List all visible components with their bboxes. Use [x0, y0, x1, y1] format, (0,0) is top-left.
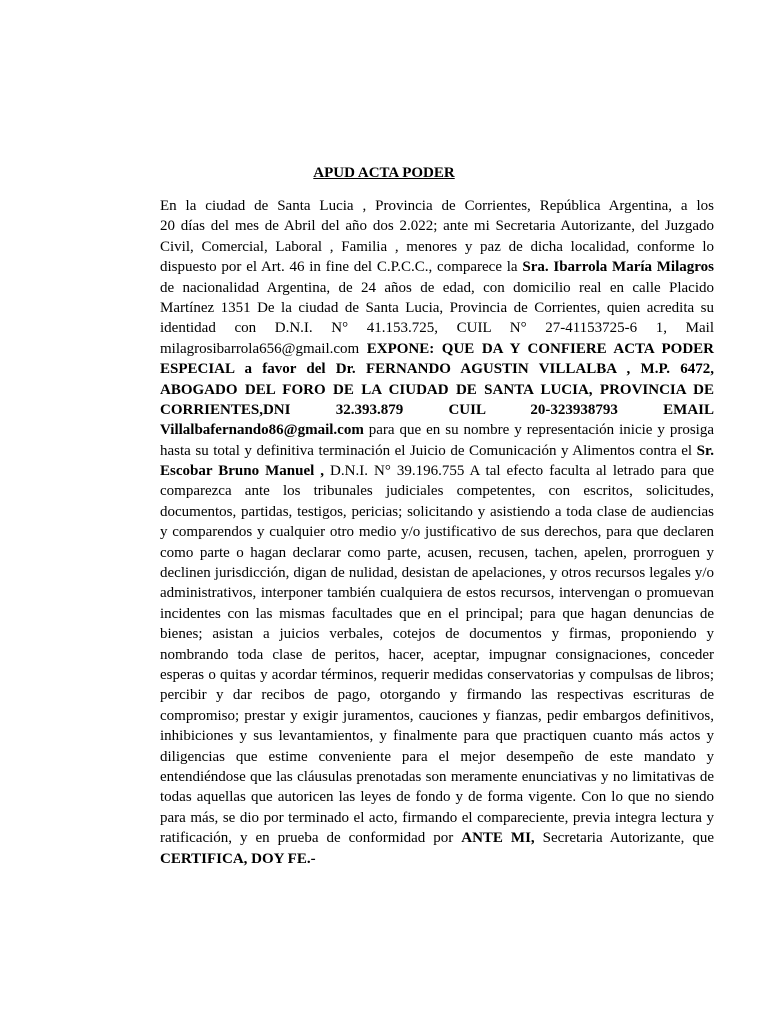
body-text: D.N.I. N° 39.196.755 A tal efecto faculta al letrado para que [324, 463, 714, 480]
body-line [160, 624, 714, 644]
bold-text: ABOGADO DEL FORO DE LA CIUDAD DE SANTA LUCIA, PROVINCIA DE [160, 381, 714, 398]
body-line [160, 767, 714, 787]
body-text: dispuesto por el Art. 46 in fine del C.P.C.C., comparece la [160, 259, 523, 276]
body-text: como parte o hagan declarar como parte, acusen, recusen, tachen, apelen, prorroguen y [160, 544, 714, 561]
body-line [160, 237, 714, 257]
body-text: inhibiciones y sus levantamientos, y finalmente para que practiquen cuanto más actos y [160, 728, 714, 745]
body-line [160, 583, 714, 603]
body-line [160, 400, 714, 420]
body-line [160, 604, 714, 624]
body-line [160, 787, 714, 807]
body-line [160, 298, 714, 318]
bold-text: Villalbafernando86@gmail.com [160, 422, 364, 439]
body-text: milagrosibarrola656@gmail.com [160, 340, 367, 357]
body-text: compromiso; prestar y exigir juramentos, cauciones y fianzas, pedir embargos definitivos, [160, 707, 714, 724]
body-text: incidentes con las mismas facultades que en el principal; para que hagan denuncias de [160, 605, 714, 622]
body-text: diligencias que estime conveniente para el mejor desempeño de este mandato y [160, 748, 714, 765]
body-line [160, 359, 714, 379]
body-line [160, 461, 714, 481]
body-text: Martínez 1351 De la ciudad de Santa Lucia, Provincia de Corrientes, quien acredita su [160, 299, 714, 316]
body-text: administrativos, interponer también cualquiera de estos recursos, intervengan o promuevan [160, 585, 714, 602]
body-line [160, 747, 714, 767]
body-line [160, 665, 714, 685]
body-line [160, 257, 714, 277]
body-line [160, 685, 714, 705]
body-line [160, 481, 714, 501]
body-text: documentos, partidas, testigos, pericias; solicitando y asistiendo a toda clase de audiencias [160, 503, 714, 520]
bold-text: EXPONE: QUE DA Y CONFIERE ACTA PODER [366, 340, 714, 357]
body-text: para que en su nombre y representación inicie y prosiga [363, 422, 714, 439]
body-line [160, 502, 714, 522]
body-line [160, 278, 714, 298]
document-title: APUD ACTA PODER [313, 165, 455, 181]
body-text: comparezca ante los tribunales judiciales competentes, con escritos, solicitudes, [160, 483, 714, 500]
body-line [160, 706, 714, 726]
body-line [160, 563, 714, 583]
body-text: nombrando toda clase de peritos, hacer, aceptar, impugnar consignaciones, conceder [160, 646, 714, 663]
bold-text: Sr. [696, 442, 714, 459]
body-line [160, 522, 714, 542]
body-text: para más, se dio por terminado el acto, firmando el compareciente, previa integra lectura y [160, 809, 714, 826]
body-line [160, 339, 714, 359]
body-line [160, 196, 714, 216]
bold-text: Sra. Ibarrola María Milagros [522, 259, 714, 276]
body-text: y comparendos y cualquier otro medio y/o justificativo de sus derechos, para que declaren [160, 524, 714, 541]
body-text: Secretaria Autorizante, que [534, 830, 715, 847]
body-text: 20 días del mes de Abril del año dos 2.022; ante mi Secretaria Autorizante, del Juzgado [160, 218, 714, 235]
body-line [160, 808, 714, 828]
body-text: entendiéndose que las cláusulas prenotadas son meramente enunciativas y no limitativas de [160, 768, 714, 785]
body-line [160, 420, 714, 440]
body-text: hasta su total y definitiva terminación el Juicio de Comunicación y Alimentos contra el [160, 442, 697, 459]
bold-text: CERTIFICA, DOY FE.- [160, 850, 316, 867]
body-text: identidad con D.N.I. N° 41.153.725, CUIL N° 27-41153725-6 1, Mail [160, 320, 714, 337]
bold-text: Escobar Bruno Manuel , [160, 463, 325, 480]
bold-text: ANTE MI, [461, 830, 535, 847]
bold-text: ESPECIAL a favor del Dr. FERNANDO AGUSTIN VILLALBA , M.P. 6472, [160, 361, 714, 378]
body-text: todas aquellas que autoricen las leyes de fondo y de forma vigente. Con lo que no siendo [160, 789, 714, 806]
body-text: Civil, Comercial, Laboral , Familia , menores y paz de dicha localidad, conforme lo [160, 238, 714, 255]
body-text: ratificación, y en prueba de conformidad por [160, 830, 462, 847]
body-line [160, 645, 714, 665]
body-text: de nacionalidad Argentina, de 24 años de edad, con domicilio real en calle Placido [160, 279, 714, 296]
bold-text: CORRIENTES,DNI 32.393.879 CUIL 20-323938793 EMAIL [160, 401, 714, 418]
body-line [160, 726, 714, 746]
body-text: percibir y dar recibos de pago, otorgando y firmando las respectivas escrituras de [160, 687, 714, 704]
body-text: declinen jurisdicción, digan de nulidad, desistan de apelaciones, y otros recursos legales y/o [160, 565, 714, 582]
body-text: bienes; asistan a juicios verbales, cotejos de documentos y firmas, proponiendo y [160, 626, 714, 643]
body-line [160, 849, 714, 869]
body-line [160, 380, 714, 400]
body-text: esperas o quitas y acordar términos, requerir medidas conservatorias y compulsas de libros; [160, 666, 714, 683]
body-line [160, 318, 714, 338]
document-body [160, 196, 714, 869]
body-line [160, 543, 714, 563]
body-line [160, 441, 714, 461]
body-line [160, 216, 714, 236]
body-text: En la ciudad de Santa Lucia , Provincia de Corrientes, República Argentina, a los [160, 198, 714, 214]
body-line [160, 828, 714, 848]
